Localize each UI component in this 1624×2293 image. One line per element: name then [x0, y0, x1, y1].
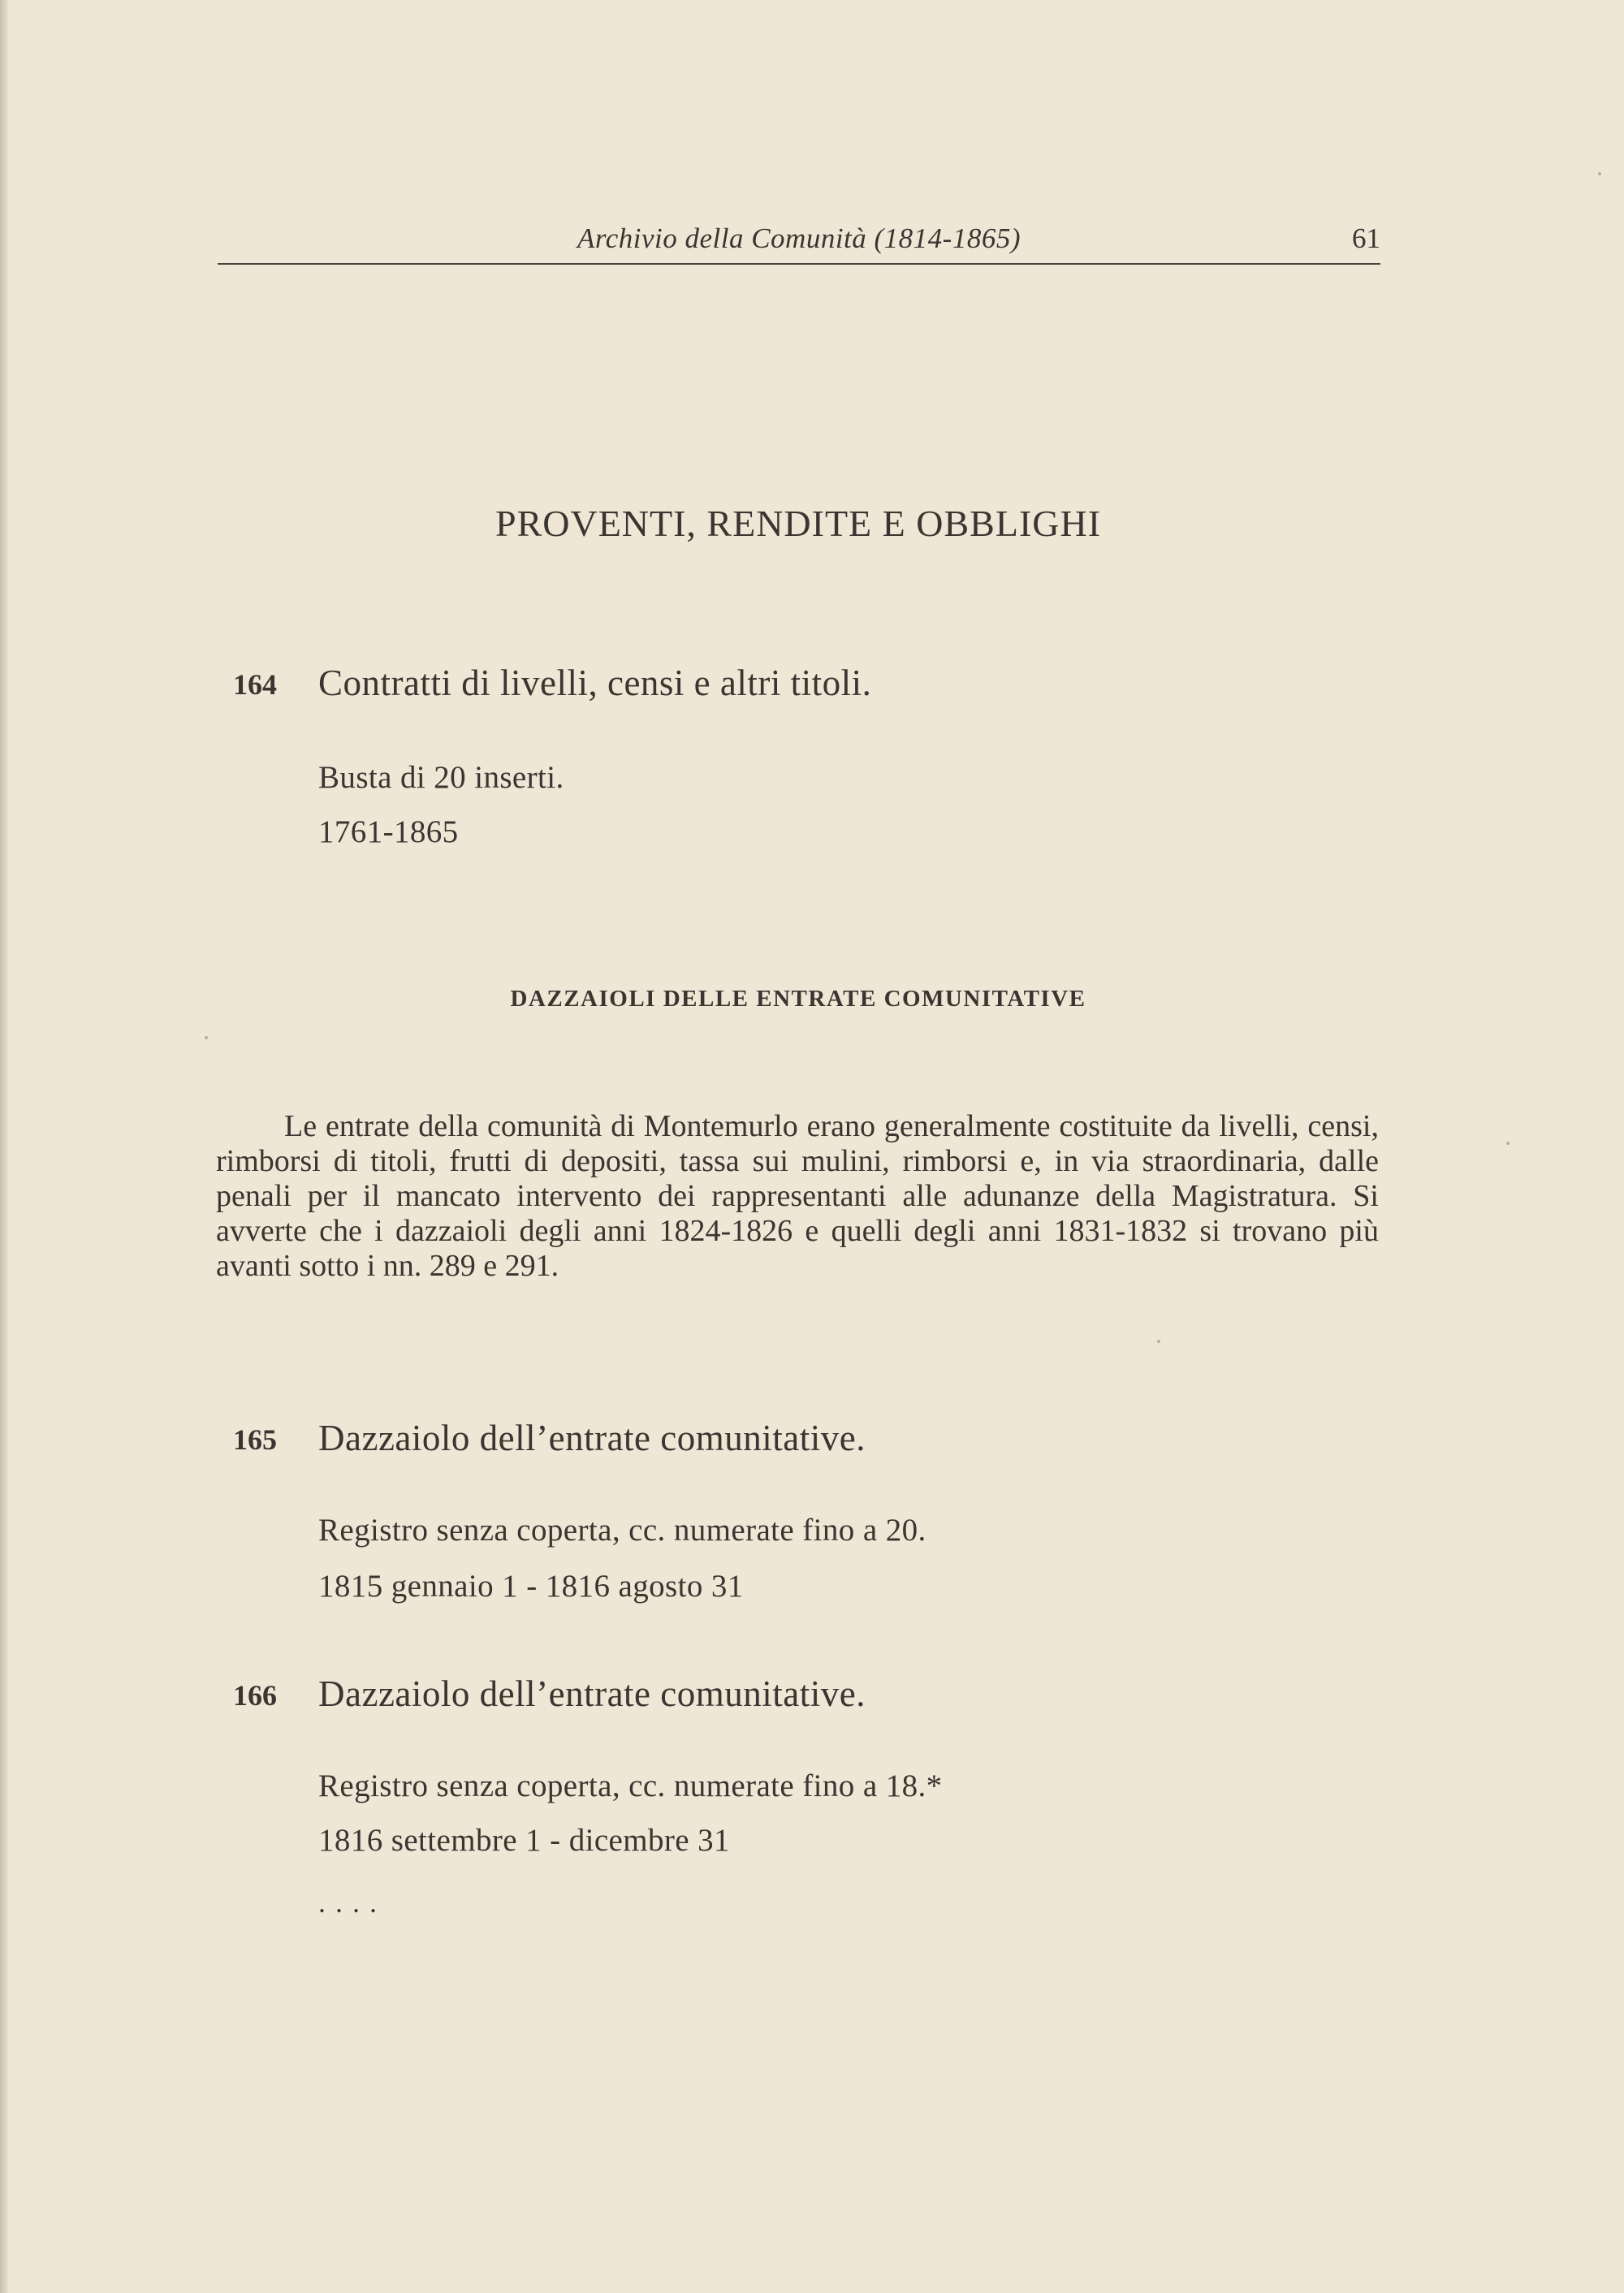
entry-description-166: Registro senza coperta, cc. numerate fino a 18.* [318, 1768, 943, 1803]
entry-title-165: Dazzaiolo dell’entrate comunitative. [318, 1418, 866, 1458]
running-title: Archivio della Comunità (1814-1865) [577, 222, 1021, 254]
entry-number-166: 166 [233, 1679, 277, 1712]
continuation-ellipsis: .... [318, 1886, 387, 1919]
entry-description-165: Registro senza coperta, cc. numerate fino a 20. [318, 1513, 926, 1548]
entry-dates-165: 1815 gennaio 1 - 1816 agosto 31 [318, 1569, 744, 1604]
entry-description-164: Busta di 20 inserti. [318, 760, 564, 795]
entry-title-164: Contratti di livelli, censi e altri titoli. [318, 663, 872, 703]
intro-paragraph: Le entrate della comunità di Montemurlo erano generalmente costituite da livelli, censi, rimborsi di titoli, frutti di depositi, tassa sui mulini, rimborsi e, in via straordinaria, dalle penali per il mancato intervento dei rappresentanti alle adunanze della Magistratura. Si avverte che i dazzaioli degli anni 1824-1826 e quelli degli anni 1831-1832 si trovano più avanti sotto i nn. 289 e 291. [216, 1109, 1379, 1283]
entry-dates-164: 1761-1865 [318, 814, 459, 849]
page-number: 61 [1352, 222, 1380, 254]
subsection-title: DAZZAIOLI DELLE ENTRATE COMUNITATIVE [510, 986, 1086, 1012]
page-edge [0, 0, 8, 2293]
entry-number-165: 165 [233, 1423, 277, 1456]
section-title: PROVENTI, RENDITE E OBBLIGHI [495, 503, 1102, 544]
paper-speck [1598, 172, 1601, 175]
entry-dates-166: 1816 settembre 1 - dicembre 31 [318, 1823, 730, 1858]
paper-speck [205, 1036, 208, 1039]
running-head [218, 219, 1380, 265]
paper-speck [1157, 1340, 1160, 1343]
paper-speck [1506, 1142, 1510, 1145]
entry-number-164: 164 [233, 668, 277, 701]
entry-title-166: Dazzaiolo dell’entrate comunitative. [318, 1673, 866, 1714]
